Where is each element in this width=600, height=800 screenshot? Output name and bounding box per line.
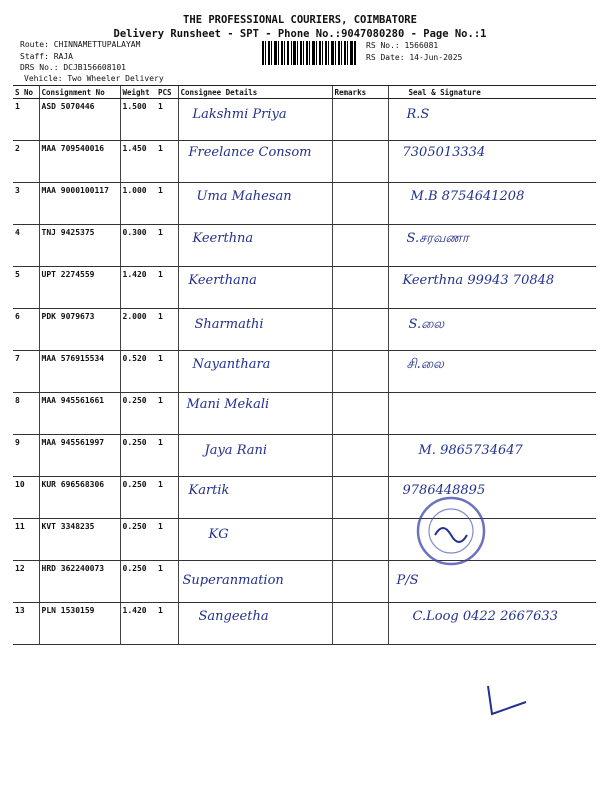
row-pcs: 1: [156, 183, 178, 225]
signature-handwriting: சி.லை: [406, 357, 444, 372]
table-row: [13, 99, 596, 141]
col-consignment: Consignment No: [39, 86, 120, 99]
table-row: [13, 603, 596, 645]
route: Route: CHINNAMETTUPALAYAM: [20, 40, 141, 49]
row-weight: 0.250: [120, 435, 156, 477]
row-signature: [388, 603, 596, 645]
row-sno: 9: [13, 435, 39, 477]
table-row: [13, 435, 596, 477]
row-pcs: 1: [156, 351, 178, 393]
table-row: [13, 351, 596, 393]
row-consignee: [178, 435, 332, 477]
row-consignment-no: MAA 576915534: [39, 351, 120, 393]
row-consignee: [178, 603, 332, 645]
row-weight: 0.250: [120, 561, 156, 603]
table-row: [13, 519, 596, 561]
row-consignee: [178, 225, 332, 267]
row-signature: [388, 435, 596, 477]
row-consignment-no: PDK 9079673: [39, 309, 120, 351]
row-consignee: [178, 519, 332, 561]
consignee-handwriting: Superanmation: [182, 573, 284, 588]
consignee-handwriting: Keerthana: [188, 273, 257, 288]
row-consignment-no: UPT 2274559: [39, 267, 120, 309]
signature-handwriting: R.S: [406, 107, 430, 122]
row-remarks: [332, 267, 388, 309]
row-weight: 1.450: [120, 141, 156, 183]
row-consignee: [178, 561, 332, 603]
row-pcs: 1: [156, 267, 178, 309]
consignee-handwriting: Jaya Rani: [204, 443, 268, 458]
row-consignment-no: KUR 696568306: [39, 477, 120, 519]
consignee-handwriting: KG: [208, 527, 229, 542]
row-consignment-no: MAA 9000100117: [39, 183, 120, 225]
runsheet-table: [13, 85, 596, 645]
row-weight: 0.300: [120, 225, 156, 267]
row-consignee: [178, 267, 332, 309]
rs-date: RS Date: 14-Jun-2025: [366, 53, 463, 62]
row-sno: 10: [13, 477, 39, 519]
row-signature: [388, 309, 596, 351]
row-consignment-no: MAA 945561997: [39, 435, 120, 477]
row-signature: [388, 393, 596, 435]
row-sno: 7: [13, 351, 39, 393]
row-remarks: [332, 141, 388, 183]
row-weight: 0.520: [120, 351, 156, 393]
table-row: [13, 141, 596, 183]
signature-handwriting: S.லை: [408, 317, 445, 332]
row-weight: 0.250: [120, 393, 156, 435]
row-signature: [388, 99, 596, 141]
row-signature: [388, 141, 596, 183]
row-remarks: [332, 603, 388, 645]
row-consignee: [178, 309, 332, 351]
row-signature: [388, 225, 596, 267]
row-remarks: [332, 183, 388, 225]
row-remarks: [332, 435, 388, 477]
row-consignment-no: TNJ 9425375: [39, 225, 120, 267]
row-pcs: 1: [156, 519, 178, 561]
row-consignee: [178, 141, 332, 183]
row-signature: [388, 267, 596, 309]
table-row: [13, 267, 596, 309]
row-sno: 13: [13, 603, 39, 645]
consignee-handwriting: Freelance Consom: [188, 145, 312, 160]
row-pcs: 1: [156, 141, 178, 183]
row-pcs: 1: [156, 309, 178, 351]
signature-handwriting: Keerthna 99943 70848: [402, 273, 555, 288]
vehicle: Vehicle: Two Wheeler Delivery: [24, 74, 164, 83]
col-consignee: Consignee Details: [178, 86, 332, 99]
company-title: THE PROFESSIONAL COURIERS, COIMBATORE: [183, 14, 417, 26]
row-consignee: [178, 393, 332, 435]
table-row: [13, 225, 596, 267]
row-consignment-no: PLN 1530159: [39, 603, 120, 645]
row-pcs: 1: [156, 477, 178, 519]
col-weight: Weight: [120, 86, 156, 99]
runsheet-subtitle: Delivery Runsheet - SPT - Phone No.:9047080280 - Page No.:1: [113, 28, 487, 40]
row-pcs: 1: [156, 603, 178, 645]
signature-handwriting: 7305013334: [402, 145, 486, 160]
row-remarks: [332, 519, 388, 561]
row-sno: 12: [13, 561, 39, 603]
signature-handwriting: C.Loog 0422 2667633: [412, 609, 558, 624]
table-row: [13, 561, 596, 603]
row-sno: 6: [13, 309, 39, 351]
row-weight: 1.500: [120, 99, 156, 141]
col-sno: S No: [13, 86, 39, 99]
row-signature: [388, 183, 596, 225]
row-pcs: 1: [156, 225, 178, 267]
rs-number: RS No.: 1566081: [366, 41, 439, 50]
drs-number: DRS No.: DCJB156608101: [20, 63, 126, 72]
table-header: [13, 86, 596, 99]
row-consignment-no: MAA 709540016: [39, 141, 120, 183]
row-weight: 1.000: [120, 183, 156, 225]
consignee-handwriting: Sangeetha: [198, 609, 269, 624]
signature-handwriting: S.சரவணா: [406, 231, 469, 246]
row-consignee: [178, 477, 332, 519]
signature-handwriting: M.B 8754641208: [410, 189, 525, 204]
row-weight: 1.420: [120, 267, 156, 309]
row-sno: 2: [13, 141, 39, 183]
row-consignment-no: KVT 3348235: [39, 519, 120, 561]
row-sno: 8: [13, 393, 39, 435]
row-consignment-no: ASD 5070446: [39, 99, 120, 141]
row-remarks: [332, 393, 388, 435]
row-signature: [388, 351, 596, 393]
barcode: [262, 41, 356, 65]
consignee-handwriting: Keerthna: [192, 231, 254, 246]
row-sno: 5: [13, 267, 39, 309]
row-remarks: [332, 351, 388, 393]
row-remarks: [332, 477, 388, 519]
consignee-handwriting: Uma Mahesan: [196, 189, 292, 204]
table-row: [13, 309, 596, 351]
consignee-handwriting: Sharmathi: [194, 317, 264, 332]
row-weight: 2.000: [120, 309, 156, 351]
signature-handwriting: P/S: [396, 573, 419, 588]
row-consignee: [178, 183, 332, 225]
row-pcs: 1: [156, 393, 178, 435]
row-sno: 11: [13, 519, 39, 561]
consignee-handwriting: Nayanthara: [192, 357, 271, 372]
row-sno: 3: [13, 183, 39, 225]
row-consignee: [178, 99, 332, 141]
row-remarks: [332, 225, 388, 267]
row-weight: 0.250: [120, 519, 156, 561]
staff: Staff: RAJA: [20, 52, 73, 61]
row-pcs: 1: [156, 435, 178, 477]
signature-handwriting: M. 9865734647: [418, 443, 523, 458]
row-sno: 4: [13, 225, 39, 267]
courier-seal-stamp: [415, 495, 487, 567]
col-remarks: Remarks: [332, 86, 388, 99]
row-pcs: 1: [156, 561, 178, 603]
row-consignment-no: MAA 945561661: [39, 393, 120, 435]
consignee-handwriting: Lakshmi Priya: [192, 107, 287, 122]
row-remarks: [332, 309, 388, 351]
consignee-handwriting: Kartik: [188, 483, 230, 498]
row-remarks: [332, 561, 388, 603]
row-pcs: 1: [156, 99, 178, 141]
row-sno: 1: [13, 99, 39, 141]
row-consignee: [178, 351, 332, 393]
col-pcs: PCS: [156, 86, 178, 99]
signature-handwriting: 9786448895: [402, 483, 486, 498]
table-row: [13, 183, 596, 225]
col-signature: Seal & Signature: [388, 86, 596, 99]
table-row: [13, 477, 596, 519]
consignee-handwriting: Mani Mekali: [186, 397, 270, 412]
row-consignment-no: HRD 362240073: [39, 561, 120, 603]
check-mark-icon: [480, 680, 530, 720]
row-weight: 1.420: [120, 603, 156, 645]
row-remarks: [332, 99, 388, 141]
row-weight: 0.250: [120, 477, 156, 519]
table-row: [13, 393, 596, 435]
